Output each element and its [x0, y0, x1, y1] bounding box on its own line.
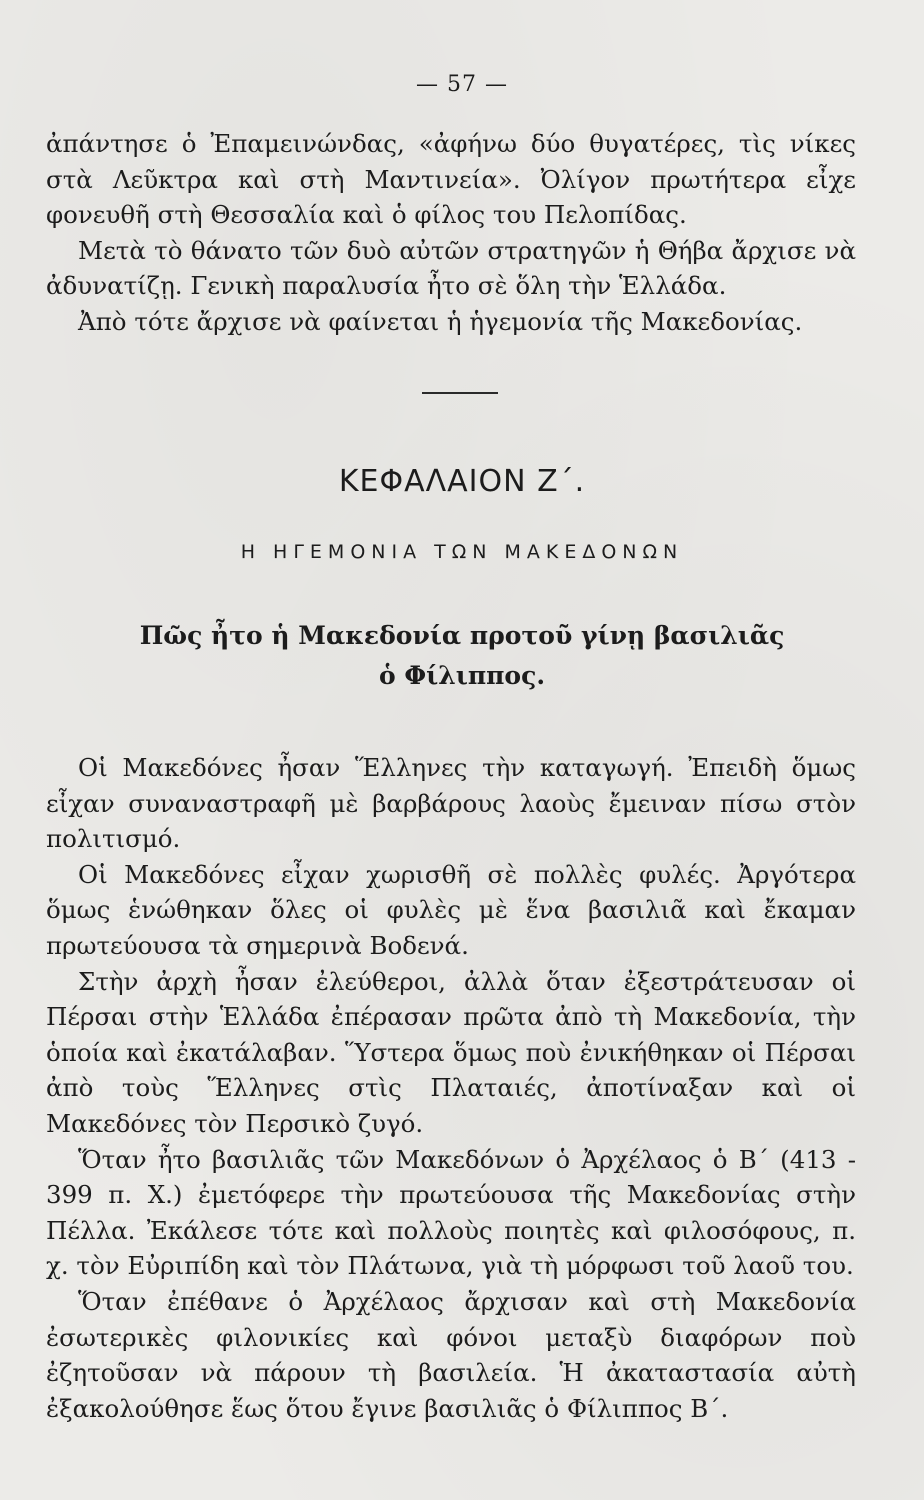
chapter-heading: ΚΕΦΑΛΑΙΟΝ Ζ΄.: [338, 464, 586, 499]
section-title-line: ὁ Φίλιππος.: [378, 661, 546, 690]
paragraph: Οἱ Μακεδόνες ἦσαν Ἕλληνες τὴν καταγωγή. Ἐπειδὴ ὅμως εἶχαν συναναστραφῆ μὲ βαρβάρους λαοὺς ἔμειναν πίσω στὸν πολιτισμό.: [46, 753, 856, 854]
page-number: — 57 —: [416, 72, 508, 97]
section-divider: [422, 392, 498, 394]
paragraph: Οἱ Μακεδόνες εἶχαν χωρισθῆ σὲ πολλὲς φυλές. Ἀργότερα ὅμως ἑνώθηκαν ὅλες οἱ φυλὲς μὲ ἕνα βασιλιᾶ καὶ ἔκαμαν πρωτεύουσα τὰ σημερινὰ Βοδενά.: [46, 859, 856, 960]
paragraph: Ἀπὸ τότε ἄρχισε νὰ φαίνεται ἡ ἡγεμονία τῆς Μακεδονίας.: [78, 306, 803, 336]
opening-text: [46, 126, 856, 340]
paragraph: ἀπάντησε ὁ Ἐπαμεινώνδας, «ἀφήνω δύο θυγατέρες, τὶς νίκες στὰ Λεῦκτρα καὶ στὴ Μαντινεία». Ὀλίγον πρωτήτερα εἶχε φονευθῆ στὴ Θεσσαλία καὶ ὁ φίλος του Πελοπίδας.: [46, 129, 856, 230]
paragraph: Στὴν ἀρχὴ ἦσαν ἐλεύθεροι, ἀλλὰ ὅταν ἐξεστράτευσαν οἱ Πέρσαι στὴν Ἑλλάδα ἐπέρασαν πρῶτα ἀπὸ τὴ Μακεδονία, τὴν ὁποία καὶ ἐκατάλαβαν. Ὕστερα ὅμως ποὺ ἐνικήθηκαν οἱ Πέρσαι ἀπὸ τοὺς Ἕλληνες στὶς Πλαταιές, ἀποτίναξαν καὶ οἱ Μακεδόνες τὸν Περσικὸ ζυγό.: [46, 966, 856, 1138]
paragraph: Ὅταν ἦτο βασιλιᾶς τῶν Μακεδόνων ὁ Ἀρχέλαος ὁ Β΄ (413 - 399 π. Χ.) ἐμετόφερε τὴν πρωτεύουσα τῆς Μακεδονίας στὴν Πέλλα. Ἐκάλεσε τότε καὶ πολλοὺς ποιητὲς καὶ φιλοσόφους, π. χ. τὸν Εὐριπίδη καὶ τὸν Πλάτωνα, γιὰ τὴ μόρφωσι τοῦ λαοῦ του.: [46, 1144, 856, 1281]
paragraph: Ὅταν ἐπέθανε ὁ Ἀρχέλαος ἄρχισαν καὶ στὴ Μακεδονία ἐσωτερικὲς φιλονικίες καὶ φόνοι μεταξὺ διαφόρων ποὺ ἐζητοῦσαν νὰ πάρουν τὴ βασιλεία. Ἡ ἀκαταστασία αὐτὴ ἐξακολούθησε ἕως ὅτου ἔγινε βασιλιᾶς ὁ Φίλιππος Β΄.: [46, 1286, 856, 1423]
section-title-line: Πῶς ἦτο ἡ Μακεδονία προτοῦ γίνῃ βασιλιᾶς: [139, 621, 785, 650]
section-title: [100, 616, 824, 696]
chapter-text: [46, 750, 856, 1426]
paragraph: Μετὰ τὸ θάνατο τῶν δυὸ αὐτῶν στρατηγῶν ἡ Θήβα ἄρχισε νὰ ἀδυνατίζῃ. Γενικὴ παραλυσία ἦτο σὲ ὅλη τὴν Ἑλλάδα.: [46, 235, 856, 301]
chapter-subtitle: Η ΗΓΕΜΟΝΙΑ ΤΩΝ ΜΑΚΕΔΟΝΩΝ: [240, 541, 684, 563]
